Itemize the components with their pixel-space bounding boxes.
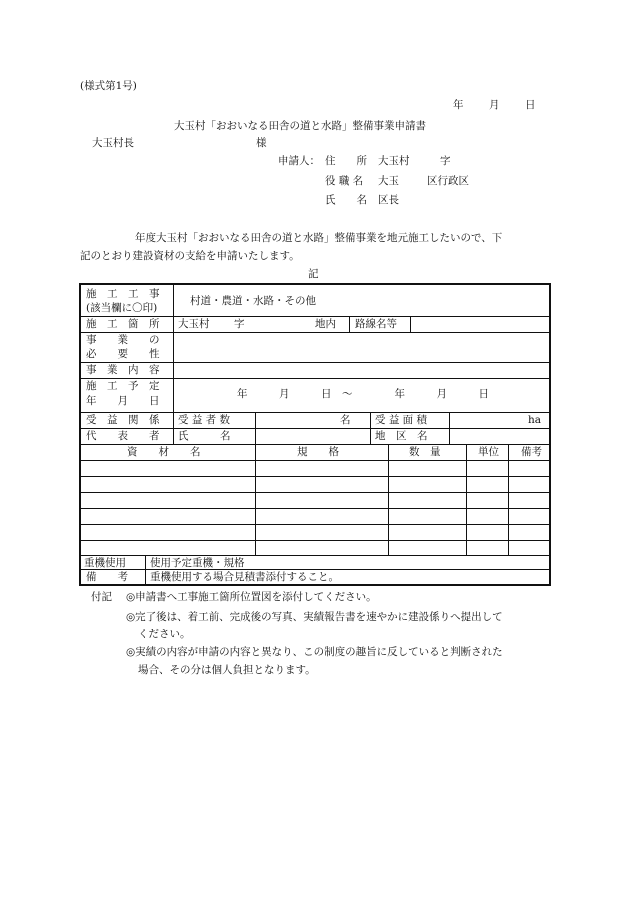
date-day: 日 <box>525 99 536 111</box>
addressee: 大玉村長 <box>92 137 134 149</box>
beneficiary-count-label: 受 益 者 数 <box>178 414 231 426</box>
note-3-line-1: ◎実績の内容が申請の内容と異なり、この制度の趣旨に反していると判断された <box>126 646 503 658</box>
addressee-honorific: 様 <box>256 137 267 149</box>
remarks-label: 備 考 <box>86 571 128 583</box>
schedule-dates: 年 月 日 ～ 年 月 日 <box>237 388 489 400</box>
construction-type-options: 村道・農道・水路・その他 <box>190 295 316 307</box>
note-2-line-1: ◎完了後は、着工前、完成後の写真、実績報告書を速やかに建設係りへ提出して <box>126 611 503 623</box>
ki-heading: 記 <box>308 268 319 280</box>
date-year: 年 <box>453 99 464 111</box>
site-village: 大玉村 <box>178 318 210 330</box>
applicant-position-value: 大玉 <box>378 175 399 187</box>
row-benefit-label: 受 益 関 係 <box>86 414 160 426</box>
applicant-position-suffix: 区行政区 <box>427 175 469 187</box>
applicant-name-label: 氏 名 <box>325 194 367 206</box>
materials-header-spec: 規 格 <box>297 446 339 458</box>
body-line-2: 記のとおり建設資材の支給を申請いたします。 <box>80 250 300 262</box>
page-title: 大玉村「おおいなる田舎の道と水路」整備事業申請書 <box>174 120 426 132</box>
applicant-address-label: 住 所 <box>325 155 367 167</box>
site-route-label: 路線名等 <box>355 318 397 330</box>
row-necessity-label-b: 必 要 性 <box>86 348 160 360</box>
row-schedule-label-b: 年 月 日 <box>86 395 160 407</box>
application-form-table <box>79 283 551 586</box>
beneficiary-unit: 名 <box>340 414 351 426</box>
materials-header-name: 資 材 名 <box>127 446 201 458</box>
site-chinai: 地内 <box>315 318 336 330</box>
note-2-line-2: ください。 <box>138 628 191 640</box>
row-representative-label: 代 表 者 <box>86 430 160 442</box>
body-line-1: 年度大玉村「おおいなる田舎の道と水路」整備事業を地元施工したいので、下 <box>135 232 503 244</box>
heavy-machinery-spec: 使用予定重機・規格 <box>150 557 245 569</box>
applicant-label: 申請人： <box>278 155 320 167</box>
heavy-machinery-label: 重機使用 <box>84 557 126 569</box>
materials-header-qty: 数 量 <box>409 446 441 458</box>
row-construction-label: 施 工 工 事 <box>86 288 160 300</box>
benefit-area-label: 受 益 面 積 <box>375 414 428 426</box>
note-1: ◎申請書へ工事施工箇所位置図を添付してください。 <box>126 591 377 603</box>
notes-label: 付記 <box>91 591 112 603</box>
applicant-address-suffix: 字 <box>440 155 451 167</box>
district-name-label: 地 区 名 <box>375 430 428 442</box>
row-site-label: 施 工 箇 所 <box>86 318 160 330</box>
applicant-address-value: 大玉村 <box>378 155 410 167</box>
row-construction-note: (該当欄に〇印) <box>86 302 158 314</box>
representative-name-label: 氏 名 <box>178 430 231 442</box>
row-necessity-label-a: 事 業 の <box>86 334 160 346</box>
materials-header-unit: 単位 <box>478 446 499 458</box>
applicant-name-value: 区長 <box>378 194 399 206</box>
row-schedule-label-a: 施 工 予 定 <box>86 380 160 392</box>
date-month: 月 <box>489 99 500 111</box>
benefit-area-unit: ha <box>528 414 542 426</box>
materials-header-remarks: 備考 <box>521 446 542 458</box>
form-number: (様式第1号) <box>80 80 137 92</box>
note-3-line-2: 場合、その分は個人負担となります。 <box>138 664 316 676</box>
applicant-position-label: 役 職 名 <box>325 175 364 187</box>
remarks-value: 重機使用する場合見積書添付すること。 <box>150 571 339 583</box>
site-aza: 字 <box>234 318 245 330</box>
row-content-label: 事 業 内 容 <box>86 364 160 376</box>
